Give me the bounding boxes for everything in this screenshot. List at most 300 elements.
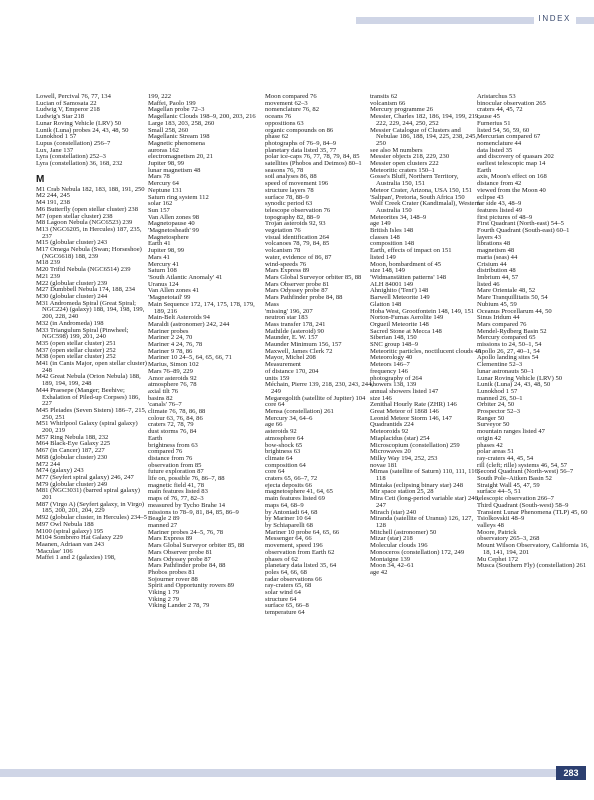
index-entry: M72 244 [36, 460, 60, 468]
index-entry: Viking 1 79 [148, 589, 180, 597]
index-entry: basins 82 [148, 394, 173, 402]
index-entry: manned 27 [148, 522, 178, 529]
index-entry: Magellan probe 72–3 [148, 106, 205, 114]
index-entry: Mercury programme 26 [370, 106, 433, 114]
index-entry: Meteoritic craters 150–1 [370, 166, 435, 174]
index-entry: Mars Odyssey probe 87 [265, 287, 328, 295]
index-entry: Large 183, 203, 258, 260 [148, 119, 215, 127]
index-entry: electromagnetism 20, 21 [148, 153, 214, 161]
index-entry: magnetism 48 [477, 247, 515, 255]
index-entry: Magnetopause 40 [148, 220, 195, 228]
index-entry: structure layers 78 [265, 186, 314, 194]
index-entry: age 42 [370, 568, 388, 576]
index-entry: M31 Andromeda Spiral (Great Spiral; NGC224) (galaxy) 188, 194, 198, 199, 200, 228, 240 [36, 299, 145, 321]
index-entry: core 64 [265, 401, 285, 409]
index-entry: seasons 76, 78 [265, 166, 304, 174]
index-entry: Trojan asteroids 92, 93 [265, 220, 326, 228]
index-entry: Orbiter 24, 50 [477, 401, 515, 409]
index-entry: Mizar (star) 218 [370, 535, 413, 543]
index-entry: missions to 78–9, 81, 84, 85, 86–9 [148, 508, 239, 516]
index-entry: magnetosphere 41, 64, 65 [265, 488, 333, 496]
index-entry: Moon compared 76 [265, 93, 317, 100]
index-entry: M100 (spiral galaxy) 195 [36, 527, 104, 535]
index-entry: Van Allen zones 98 [148, 213, 200, 221]
index-entry: Mariner probes [148, 327, 189, 335]
index-entry: temperature 64 [265, 609, 305, 617]
index-entry: librations 48 [477, 240, 511, 248]
index-entry: oppositions 63 [265, 119, 304, 127]
index-entry: telescope observation 76 [265, 206, 331, 214]
index-entry: by Schiaparelli 68 [265, 522, 313, 529]
index-entry: maps of 76, 77, 82–3 [148, 495, 204, 503]
index-entry: Lunik (Luna) 24, 43, 48, 50 [477, 381, 551, 389]
index-entry: Messier open clusters 222 [370, 160, 439, 168]
index-entry: maria (seas) 44 [477, 253, 518, 261]
index-entry: phases of 62 [265, 555, 298, 563]
index-entry: Ludwig's Star 218 [36, 113, 85, 121]
index-entry: Leonid Meteor Storm 146, 147 [370, 414, 452, 422]
index-letter-heading: M [36, 173, 45, 185]
index-entry: M15 (globular cluster) 243 [36, 239, 108, 247]
index-entry: lunar astronauts 50–1 [477, 367, 534, 375]
index-entry: craters 44, 45, 72 [477, 106, 523, 114]
index-entry: Mercury 41 [148, 260, 179, 268]
index-entry: Furnerius 51 [477, 119, 511, 127]
index-entry: Quadrantids 224 [370, 421, 414, 429]
index-entry: mountain ranges listed 47 [477, 428, 545, 436]
index-entry: Sun 157 [148, 206, 170, 214]
index-entry: Magnetic phenomena [148, 139, 205, 147]
index-entry: Mir space station 25, 28 [370, 488, 434, 496]
index-entry: M79 (globular cluster) 249 [36, 480, 108, 488]
index-entry: Ludwig V, Emperor 218 [36, 106, 100, 114]
index-entry: Mass [265, 300, 279, 308]
index-entry: nomenclature 44 [477, 139, 522, 147]
index-entry: photography of 264 [370, 374, 423, 382]
index-entry: size 148, 149 [370, 267, 405, 275]
index-entry: M2 244, 245 [36, 192, 70, 200]
index-column-2 [148, 94, 260, 610]
index-entry: brightness from 63 [148, 441, 198, 449]
index-entry: listed 54, 56, 59, 60 [477, 126, 530, 134]
index-entry: auroras 162 [148, 146, 179, 154]
index-entry: annual showers listed 147 [370, 387, 439, 395]
index-entry: Clementine 52–3 [477, 361, 523, 369]
index-entry: surface 78, 88–9 [265, 193, 309, 201]
index-column-4 [370, 94, 482, 577]
index-entry: Magnetosphere [148, 233, 189, 241]
index-entry: Wolf Creek Crater (Kandimalal), Western Australia 150 [370, 200, 480, 214]
index-entry: novae 181 [370, 461, 398, 469]
index-entry: Montaigne 139 [370, 555, 411, 563]
index-entry: Lunokhod 1 57 [36, 133, 77, 141]
index-entry: M51 Whirlpool Galaxy (spiral galaxy) 200, 219 [36, 420, 138, 435]
index-entry: Mercury 64 [148, 180, 179, 188]
index-entry: lunar magnetism 48 [148, 166, 201, 174]
index-entry: volcanism 66 [370, 99, 406, 107]
index-entry: surface 44–5, 51 [477, 488, 521, 496]
index-entry: Mount Wilson Observatory, California 16, 18, 141, 194, 201 [477, 542, 589, 556]
index-entry: maps 64, 68–9 [265, 501, 304, 509]
index-entry: Ranger 50 [477, 414, 505, 422]
index-entry: M8 Lagoon Nebula (NGC6523) 239 [36, 219, 133, 227]
index-entry: climate 76, 78, 86, 88 [148, 408, 206, 416]
index-entry: Mars 41 [148, 253, 170, 261]
index-entry: Monoceros (constellation) 172, 249 [370, 548, 465, 556]
index-entry: Moore, Patrick [477, 528, 517, 536]
index-entry: Uranus 124 [148, 280, 179, 288]
index-entry: Second Quadrant (North-west) 56–7 [477, 468, 574, 476]
index-entry: Maunder Minimum 156, 157 [265, 341, 342, 349]
index-entry: 'canals' 76–7 [148, 401, 182, 409]
index-entry: Meteoroids 92 [370, 428, 409, 436]
index-entry: ray-craters 44, 45, 54 [477, 454, 534, 462]
index-entry: oceans 76 [265, 113, 292, 121]
index-entry: Milky Way 194, 252, 253 [370, 454, 438, 462]
index-entry: Mars Observer probe 81 [265, 280, 330, 288]
index-entry: M67 (in Cancer) 187, 227 [36, 447, 105, 455]
index-entry: climate 64 [265, 454, 293, 462]
index-entry: Lowell, Percival 76, 77, 134 [36, 93, 111, 100]
index-entry: Viking 2 79 [148, 595, 180, 603]
index-entry: M42 Great Nebula (Orion Nebula) 188, 189, 194, 199, 248 [36, 373, 141, 388]
index-entry: Van Allen zones 41 [148, 287, 200, 295]
index-entry: Lyra (constellation) 252–3 [36, 153, 106, 161]
index-entry: Mars Observer probe 81 [148, 548, 213, 556]
index-entry: listed 149 [370, 253, 396, 261]
index-entry: age 66 [265, 421, 283, 429]
index-entry: craters 65, 66–7, 72 [265, 475, 318, 483]
index-entry: Mars Global Surveyor orbiter 85, 88 [265, 273, 362, 281]
index-entry: Maffei 1 and 2 (galaxies) 198, [36, 554, 116, 562]
index-entry: Mira Ceti (long-period variable star) 246, 247 [370, 495, 480, 509]
index-entry: age 149 [370, 220, 391, 228]
index-entry: Megaregolith (satellite of Jupiter) 104 [265, 394, 366, 402]
index-entry: Aristarchus 53 [477, 93, 516, 100]
index-entry: Main-Belt Asteroids 94 [148, 314, 210, 322]
index-entry: Mars Express 89 [148, 535, 193, 543]
index-entry: visual identification 264 [265, 233, 330, 241]
index-entry: showers 138, 139 [370, 381, 417, 389]
index-entry: Imbrium 44, 57 [477, 273, 519, 281]
index-entry: dust storms 76, 84 [148, 428, 197, 436]
index-entry: Maxwell, James Clerk 72 [265, 347, 333, 355]
index-entry: Mars Pathfinder probe 84, 88 [148, 562, 226, 570]
index-entry: units 159 [265, 374, 290, 382]
index-entry: Mariner 10 24–5, 64, 65, 66, 71 [148, 354, 232, 362]
index-entry: Mars Odyssey probe 87 [148, 555, 211, 563]
index-entry: atmosphere 64 [265, 434, 304, 442]
index-entry: Earth 41 [148, 240, 171, 248]
index-entry: Orgueil Meteorite 148 [370, 320, 429, 328]
index-entry: Zenithal Hourly Rate (ZHR) 146 [370, 401, 457, 409]
index-entry: Apollo 26, 27, 40–1, 54 [477, 347, 540, 355]
index-entry: ray-craters 65, 68 [265, 582, 312, 590]
index-entry: rill (cleft; rille) systems 46, 54, 57 [477, 461, 568, 469]
index-entry: volcanism 78 [265, 247, 301, 255]
index-entry: Mars Express 89 [265, 267, 310, 275]
index-entry: Straight Wall 45, 47, 59 [477, 481, 540, 489]
index-entry: Earth [477, 166, 492, 174]
index-entry: Nubium 45, 59 [477, 300, 517, 308]
index-entry: radar observations 66 [265, 575, 322, 583]
index-entry: future exploration 87 [148, 468, 204, 476]
index-entry: life on, possible 76, 86–7, 88 [148, 475, 225, 483]
index-entry: Mariner 4 24, 76, 78 [148, 341, 203, 349]
index-entry: Glatton 148 [370, 300, 402, 308]
index-column-3 [265, 94, 377, 617]
index-entry: Maanen, Adriaan van 243 [36, 541, 105, 548]
index-entry: colour 63, 76, 84, 86 [148, 414, 203, 422]
index-entry: Mimas (satellite of Saturn) 110, 111, 116, 118 [370, 468, 480, 483]
index-entry: Sacred Stone at Mecca 148 [370, 327, 442, 335]
index-entry: Earth [148, 434, 163, 442]
index-entry: Méchain, Pierre 139, 218, 230, 243, 244, 249 [265, 381, 374, 395]
index-entry: Microwaves 20 [370, 448, 411, 456]
index-entry: M45 Pleiades (Seven Sisters) 186–7, 215, 250, 251 [36, 406, 147, 421]
index-entry: Moon, bombardment of 45 [370, 260, 442, 268]
index-entry: brightness 63 [265, 448, 301, 456]
index-entry: Moon 34, 42–61 [370, 562, 414, 570]
index-entry: M44 Praesepe (Manger; Beehive; Exhalation of Piled-up Corpses) 186, 227 [36, 386, 140, 408]
index-entry: Musca (Southern Fly) (constellation) 261 [477, 562, 587, 570]
index-entry: 199, 222 [148, 93, 172, 100]
index-entry: M1 Crab Nebula 182, 183, 188, 191, 250 [36, 185, 145, 193]
index-entry: M33 Triangulum Spiral (Pinwheel; NGC598) 199, 201, 240 [36, 326, 129, 341]
index-entry: Prospector 52–3 [477, 408, 521, 416]
index-entry: Meteorites 34, 148–9 [370, 213, 427, 221]
page-number: 283 [556, 766, 586, 780]
index-entry: Mariner 10 probe 64, 65, 66 [265, 528, 340, 536]
index-entry: axis, Moon's effect on 168 [477, 173, 547, 181]
index-entry: Messier, Charles 182, 186, 194, 199, 219, 222, 229, 244, 250, 252 [370, 113, 480, 127]
index-entry: M41 (in Canis Major, open stellar cluster) 248 [36, 360, 147, 374]
index-entry: 'Saltpan', Pretoria, South Africa 150 [370, 193, 465, 201]
index-entry: M87 (Virgo A) (Seyfert galaxy, in Virgo) 185, 200, 201, 204, 229 [36, 500, 145, 515]
index-entry: Mars Pathfinder probe 84, 88 [265, 294, 343, 302]
index-entry: Jupiter 98, 99 [148, 160, 185, 168]
index-entry: Maunder, E. W. 157 [265, 334, 318, 342]
index-entry: vegetation 76 [265, 227, 301, 235]
index-entry: binocular observation 265 [477, 99, 546, 107]
index-entry: Tsiolkovskii 48–9 [477, 515, 525, 523]
index-entry: cause 45 [477, 113, 500, 121]
index-entry: M81 (NGC3031) (barred spiral galaxy) 201 [36, 487, 141, 502]
index-entry: photographs of 76–9, 84–9 [265, 139, 337, 147]
index-entry: M35 (open stellar cluster) 251 [36, 339, 116, 347]
index-entry: Meteor Crater, Arizona, USA 150, 151 [370, 186, 472, 194]
index-entry: M6 Butterfly (open stellar cluster) 238 [36, 205, 138, 213]
index-entry: M22 (globular cluster) 239 [36, 279, 108, 287]
index-entry: measured by Tycho Brahe 14 [148, 501, 226, 509]
index-entry: Lunik (Luna) probes 24, 43, 48, 50 [36, 126, 129, 134]
index-entry: composition 148 [370, 240, 415, 248]
index-entry: by Antoniadi 64, 68 [265, 508, 318, 516]
index-entry: composition 64 [265, 461, 306, 469]
index-entry: valleys 48 [477, 522, 504, 529]
index-entry: Siberian 148, 150 [370, 334, 417, 342]
index-entry: Earth, effects of impact on 151 [370, 247, 452, 255]
index-entry: movement, speed 196 [265, 542, 323, 550]
index-entry: Saturn 108 [148, 267, 177, 275]
index-entry: M20 Trifid Nebula (NGC6514) 239 [36, 266, 131, 274]
index-entry: SNC group 148–9 [370, 341, 418, 349]
index-entry: M92 (globular cluster, in Hercules) 234–5 [36, 514, 148, 522]
index-entry: Great Meteor of 1868 146 [370, 408, 439, 416]
index-column-1 [36, 94, 148, 562]
index-entry: Mars Global Surveyor orbiter 85, 88 [148, 542, 245, 550]
index-entry: Transient Lunar Phenomena (TLP) 45, 60 [477, 508, 588, 516]
index-entry: M77 (Seyfert spiral galaxy) 246, 247 [36, 473, 134, 481]
index-entry: ALH 84001 149 [370, 280, 414, 288]
index-entry: solar wind 64 [265, 589, 301, 597]
index-entry: 'Magnetosheath' 99 [148, 227, 199, 235]
index-entry: phases 42 [477, 441, 503, 449]
index-entry: manned 26, 50–1 [477, 394, 523, 402]
index-entry: craters 72, 78, 79 [148, 421, 194, 429]
index-entry: M68 (globular cluster) 230 [36, 453, 108, 461]
index-entry: observation from Earth 62 [265, 548, 335, 556]
index-entry: magnetic field 41, 78 [148, 481, 205, 489]
index-entry: eclipse 43 [477, 193, 504, 201]
index-entry: distance from 42 [477, 180, 522, 188]
index-entry: M30 (globular cluster) 244 [36, 292, 108, 300]
index-entry: M104 Sombrero Hat Galaxy 229 [36, 534, 123, 542]
index-entry: volcanoes 78, 79, 84, 85 [265, 240, 330, 248]
index-entry: observation from 85 [148, 461, 202, 469]
index-entry: Messier objects 218, 229, 230 [370, 153, 450, 161]
index-entry: First Quadrant (North-east) 54–5 [477, 220, 564, 228]
index-entry: Mercury 34, 64–6 [265, 414, 313, 422]
index-entry: topography 82, 88–9 [265, 213, 320, 221]
index-entry: M74 (galaxy) 243 [36, 467, 84, 475]
index-entry: Small 258, 260 [148, 126, 189, 134]
index-entry: Fourth Quadrant (South-east) 60–1 [477, 227, 570, 235]
index-entry: Mathilde (asteroid) 90 [265, 327, 324, 335]
index-entry: M21 239 [36, 272, 60, 280]
index-entry: M27 Dumbbell Nebula 174, 188, 234 [36, 286, 136, 294]
index-entry: observatory 265–3, 268 [477, 535, 540, 543]
index-entry: M7 (open stellar cluster) 238 [36, 212, 113, 220]
index-entry: South Pole–Aitken Basin 52 [477, 475, 552, 483]
index-entry: Mintaka (eclipsing binary star) 248 [370, 481, 464, 489]
index-entry: Surveyor 50 [477, 421, 510, 429]
index-entry: earliest telescopic map 14 [477, 160, 546, 168]
index-entry: Marius, Simon 102 [148, 361, 199, 369]
index-entry: Lyra (constellation) 36, 168, 232 [36, 160, 123, 168]
index-entry: Meteoritic particles, noctilucent clouds 40 [370, 347, 482, 355]
index-entry: ejecta deposits 66 [265, 481, 312, 489]
index-entry: M4 191, 238 [36, 199, 70, 207]
index-entry: British Isles 148 [370, 227, 414, 235]
index-entry: Molecular clouds 196 [370, 542, 428, 550]
index-entry: data listed 35 [477, 146, 513, 154]
index-entry: transits 62 [370, 93, 398, 100]
index-entry: Oceanus Procellarum 44, 50 [477, 307, 552, 315]
index-entry: frequency 146 [370, 367, 408, 375]
index-entry: of distance 170, 204 [265, 367, 319, 375]
index-entry: asteroids 92 [265, 428, 297, 436]
index-entry: distance from 76 [148, 454, 193, 462]
index-entry: size 146 [370, 394, 392, 402]
index-entry: Microscopium (constellation) 259 [370, 441, 460, 449]
index-entry: neutron star 183 [265, 314, 308, 322]
index-entry: Mendel-Rydberg Basin 52 [477, 327, 547, 335]
index-entry: Mariner 2 24, 70 [148, 334, 193, 342]
index-entry: M38 (open stellar cluster) 252 [36, 353, 116, 361]
index-entry: speed of movement 196 [265, 180, 329, 188]
index-entry: Mayor, Michel 208 [265, 354, 316, 362]
index-entry: distribution 48 [477, 267, 516, 275]
index-entry: Norton-Furnas Aerolite 149 [370, 314, 444, 322]
index-entry: 'missing' 196, 207 [265, 307, 313, 315]
index-entry: satellites (Phobos and Deimos) 80–1 [265, 160, 362, 168]
index-entry: features listed 49 [477, 206, 523, 214]
index-entry: 'South Atlantic Anomaly' 41 [148, 273, 223, 281]
index-entry: Hoba West, Grootfontein 148, 149, 151 [370, 307, 475, 315]
index-entry: Measurement [265, 361, 301, 369]
index-entry: Meteorology 40 [370, 354, 413, 362]
index-entry: Meteors 146–7 [370, 361, 410, 369]
index-entry: Mercurian compared 67 [477, 133, 541, 141]
index-entry: organic compounds on 86 [265, 126, 334, 134]
index-entry: Spirit and Opportunity rovers 89 [148, 582, 235, 590]
index-entry: Mensa (constellation) 261 [265, 408, 334, 416]
index-entry: planetary data listed 35, 77 [265, 146, 337, 154]
index-entry: classes 148 [370, 233, 400, 241]
index-entry: Mirach (star) 240 [370, 508, 417, 516]
index-entry: Mass transfer 178, 241 [265, 320, 326, 328]
index-entry: polar ice-caps 76, 77, 78, 79, 84, 85 [265, 153, 360, 161]
section-label: INDEX [534, 12, 576, 26]
index-entry: Magellanic Clouds 198–9, 200, 203, 216 [148, 113, 256, 121]
index-entry: M97 Owl Nebula 188 [36, 520, 94, 528]
index-entry: Mars 78 [148, 173, 170, 181]
index-column-5 [477, 94, 589, 570]
index-entry: main features listed 69 [265, 495, 325, 503]
index-entry: Lucian of Samosata 22 [36, 99, 97, 107]
index-entry: atmosphere 76, 78 [148, 381, 197, 389]
index-entry: far side 43, 48–9 [477, 200, 522, 208]
index-entry: 'Magnetotail' 99 [148, 294, 191, 302]
index-entry: bow-shock 65 [265, 441, 303, 449]
index-entry: M57 Ring Nebula 188, 232 [36, 433, 109, 441]
index-entry: planetary data listed 35, 64 [265, 562, 337, 570]
index-entry: Mercury compared 65 [477, 334, 536, 342]
index-entry: Beagle 2 89 [148, 515, 180, 523]
index-entry: Saturn ring system 112 [148, 193, 209, 201]
index-entry: Miranda (satellite of Uranus) 126, 127, 128 [370, 515, 474, 529]
index-entry: Main Sequence 172, 174, 175, 178, 179, 189, 216 [148, 300, 255, 315]
index-entry: M32 (in Andromeda) 198 [36, 319, 104, 327]
index-entry: Third Quadrant (South-west) 58–9 [477, 501, 569, 509]
index-entry: soil analyses 86, 88 [265, 173, 317, 181]
index-entry: main features listed 83 [148, 488, 208, 496]
index-entry: Miaplacidus (star) 254 [370, 434, 430, 442]
index-entry: surface 65, 66–8 [265, 602, 309, 610]
index-entry: Mare Orientale 48, 52 [477, 287, 536, 295]
index-entry: structure 64 [265, 595, 297, 603]
index-entry: Maraldi (astronomer) 242, 244 [148, 320, 230, 328]
index-entry: M64 Black-Eye Galaxy 225 [36, 440, 111, 448]
index-entry: Lunar Roving Vehicle (LRV) 50 [36, 119, 122, 127]
index-entry: M18 239 [36, 259, 60, 267]
index-entry: Maffei, Paolo 199 [148, 99, 196, 107]
index-entry: Mare Tranquillitatis 50, 54 [477, 294, 548, 302]
index-entry: Phobos probes 81 [148, 568, 195, 576]
index-entry: Ahnighito ('Tent') 148 [370, 287, 429, 295]
index-entry: Lunar Roving Vehicle (LRV) 50 [477, 374, 563, 382]
